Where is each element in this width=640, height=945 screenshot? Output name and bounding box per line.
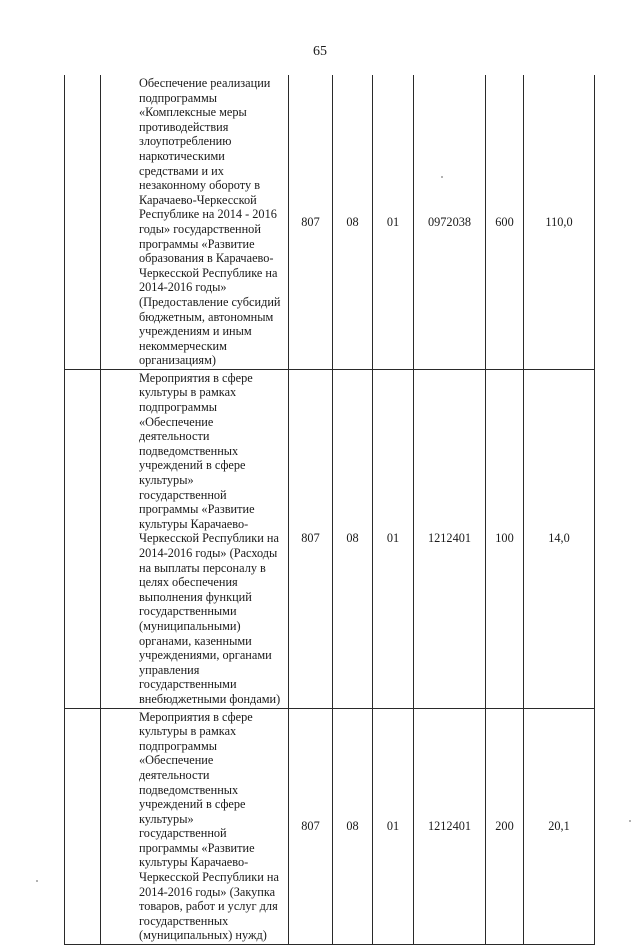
- description-cell: Мероприятия в сфере культуры в рамках подпрограммы «Обеспечение деятельности подведомственных учреждений в сфере культуры» государственной программы «Развитие культуры Карачаево-Черкесской Республики на 2014-2016 годы» (Закупка товаров, работ и услуг для государственных (муниципальных) нужд): [101, 708, 289, 945]
- target-article-cell: 0972038: [414, 75, 486, 369]
- scan-speck: [629, 820, 631, 822]
- table-row: [65, 369, 595, 708]
- section-cell: 08: [333, 75, 373, 369]
- target-article-cell: 1212401: [414, 369, 486, 708]
- ministry-cell: 807: [289, 708, 333, 945]
- scan-speck: [441, 176, 443, 178]
- amount-cell: 14,0: [524, 369, 595, 708]
- table-row: [65, 75, 595, 369]
- table-row: [65, 708, 595, 945]
- blank-cell: [65, 369, 101, 708]
- subsection-cell: 01: [373, 708, 414, 945]
- description-cell: Мероприятия в сфере культуры в рамках подпрограммы «Обеспечение деятельности подведомственных учреждений в сфере культуры» государственной программы «Развитие культуры Карачаево-Черкесской Республики на 2014-2016 годы» (Расходы на выплаты персоналу в целях обеспечения выполнения функций государственными (муниципальными) органами, казенными учреждениями, органами управления государственными внебюджетными фондами): [101, 369, 289, 708]
- ministry-cell: 807: [289, 75, 333, 369]
- blank-cell: [65, 708, 101, 945]
- page-number: 65: [313, 44, 327, 59]
- section-cell: 08: [333, 708, 373, 945]
- amount-cell: 20,1: [524, 708, 595, 945]
- expense-type-cell: 200: [486, 708, 524, 945]
- amount-cell: 110,0: [524, 75, 595, 369]
- description-cell: Обеспечение реализации подпрограммы «Комплексные меры противодействия злоупотреблению наркотическими средствами и их незаконному обороту в Карачаево-Черкесской Республике на 2014 - 2016 годы» государственной программы «Развитие образования в Карачаево-Черкесской Республике на 2014-2016 годы» (Предоставление субсидий бюджетным, автономным учреждениям и иным некоммерческим организациям): [101, 75, 289, 369]
- subsection-cell: 01: [373, 369, 414, 708]
- section-cell: 08: [333, 369, 373, 708]
- budget-table: [64, 75, 595, 945]
- ministry-cell: 807: [289, 369, 333, 708]
- scan-speck: [36, 880, 38, 882]
- target-article-cell: 1212401: [414, 708, 486, 945]
- blank-cell: [65, 75, 101, 369]
- expense-type-cell: 100: [486, 369, 524, 708]
- expense-type-cell: 600: [486, 75, 524, 369]
- subsection-cell: 01: [373, 75, 414, 369]
